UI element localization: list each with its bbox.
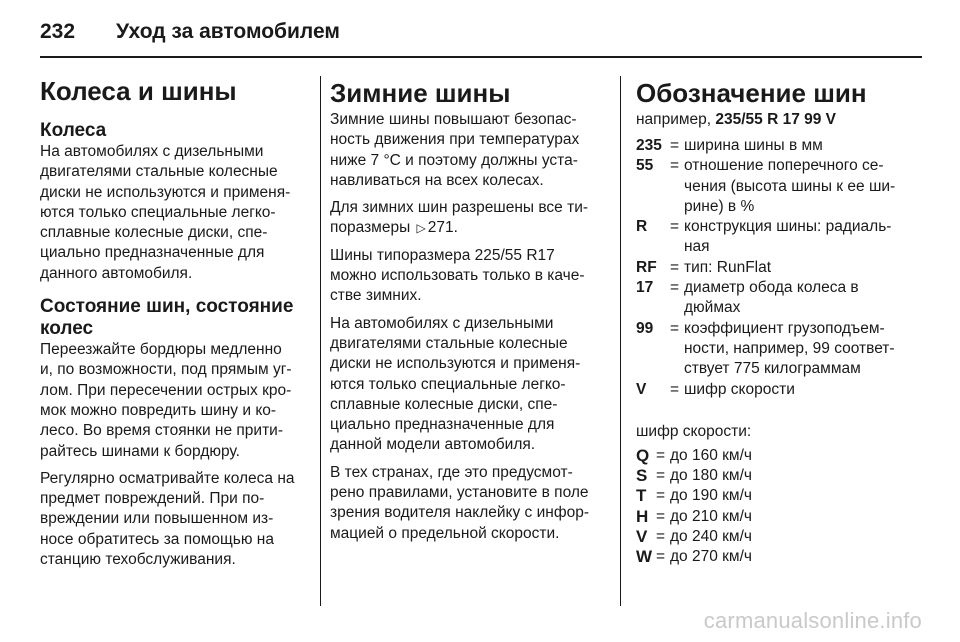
speed-row: Q = до 160 км/ч [636, 445, 752, 465]
paragraph-winter-safety: Зимние шины повышают безопас- ность движения при температурах ниже 7 °C и поэтому должны уста- навливаться на всех колесах. [330, 111, 580, 189]
designation-definitions [636, 136, 922, 400]
definition-row: R = конструкция шины: радиаль- ная [636, 218, 892, 256]
definition-row: RF = тип: RunFlat [636, 258, 772, 276]
header-rule [40, 56, 922, 58]
section-heading-winter-tires: Зимние шины [330, 78, 511, 108]
definition-row: 99 = коэффициент грузоподъем- ности, например, 99 соответ- ствует 775 килограммам [636, 319, 895, 378]
paragraph-wheels: На автомобилях с дизельными двигателями стальные колесные диски не используются и применя- ются только специальные легко- сплавные колесные диски, спе- циально предназначенные для данного автомобиля. [40, 143, 291, 282]
speed-row: S = до 180 км/ч [636, 466, 752, 486]
speed-index-label: шифр скорости: [636, 422, 752, 440]
page-number: 232 [40, 20, 76, 43]
paragraph-inspection: Регулярно осматривайте колеса на предмет повреждений. При по- вреждении или повышенном из- носе обратитесь за помощью на станцию техобслуживания. [40, 469, 295, 569]
paragraph-winter-sizes: Для зимних шин разрешены все ти- поразмеры ▷ 271. [330, 198, 606, 239]
watermark: carmanualsonline.info [703, 608, 922, 633]
speed-row: V = до 240 км/ч [636, 527, 752, 547]
column-wheels-tires [40, 66, 310, 577]
speed-row: W = до 270 км/ч [636, 547, 752, 567]
definition-row: 17 = диаметр обода колеса в дюймах [636, 279, 859, 317]
speed-index-list [636, 446, 922, 568]
column-divider-1 [320, 76, 321, 606]
running-title: Уход за автомобилем [116, 20, 340, 43]
paragraph-speed-sticker: В тех странах, где это предусмот- рено правилами, установите в поле зрения водителя наклейку с инфор- мацией о предельной скорости. [330, 463, 589, 542]
speed-row: T = до 190 км/ч [636, 486, 752, 506]
speed-row: H = до 210 км/ч [636, 506, 752, 526]
page-header [40, 14, 340, 50]
subheading-tire-condition: Состояние шин, состояние колес [40, 296, 294, 340]
page-reference-link[interactable]: 271. [427, 219, 458, 237]
definition-row: V = шифр скорости [636, 380, 795, 398]
section-heading-wheels-tires: Колеса и шины [40, 76, 237, 106]
page-reference-arrow-icon: ▷ [416, 221, 426, 236]
paragraph-curbs: Переезжайте бордюры медленно и, по возможности, под прямым уг- лом. При пересечении острых кро- мок можно повредить шину и ко- лесо. Во время стоянки не прити- райтесь шинами к бордюру. [40, 341, 292, 460]
column-divider-2 [620, 76, 621, 606]
subheading-wheels: Колеса [40, 120, 107, 141]
section-heading-tire-designation: Обозначение шин [636, 78, 867, 108]
column-winter-tires [330, 66, 606, 551]
paragraph-winter-225: Шины типоразмера 225/55 R17 можно использовать только в каче- стве зимних. [330, 246, 585, 305]
definition-row: 55 = отношение поперечного се- чения (высота шины к ее ши- рине) в % [636, 157, 896, 215]
paragraph-winter-diesel: На автомобилях с дизельными двигателями стальные колесные диски не используются и применя- ются только специальные легко- сплавные колесные диски, спе- циально предназначенные для данной модели автомобиля. [330, 314, 581, 454]
designation-example-code: 235/55 R 17 99 V [715, 111, 837, 128]
definition-row: 235 = ширина шины в мм [636, 137, 823, 154]
column-tire-designation [636, 66, 922, 568]
designation-example: например, 235/55 R 17 99 V [636, 111, 837, 128]
